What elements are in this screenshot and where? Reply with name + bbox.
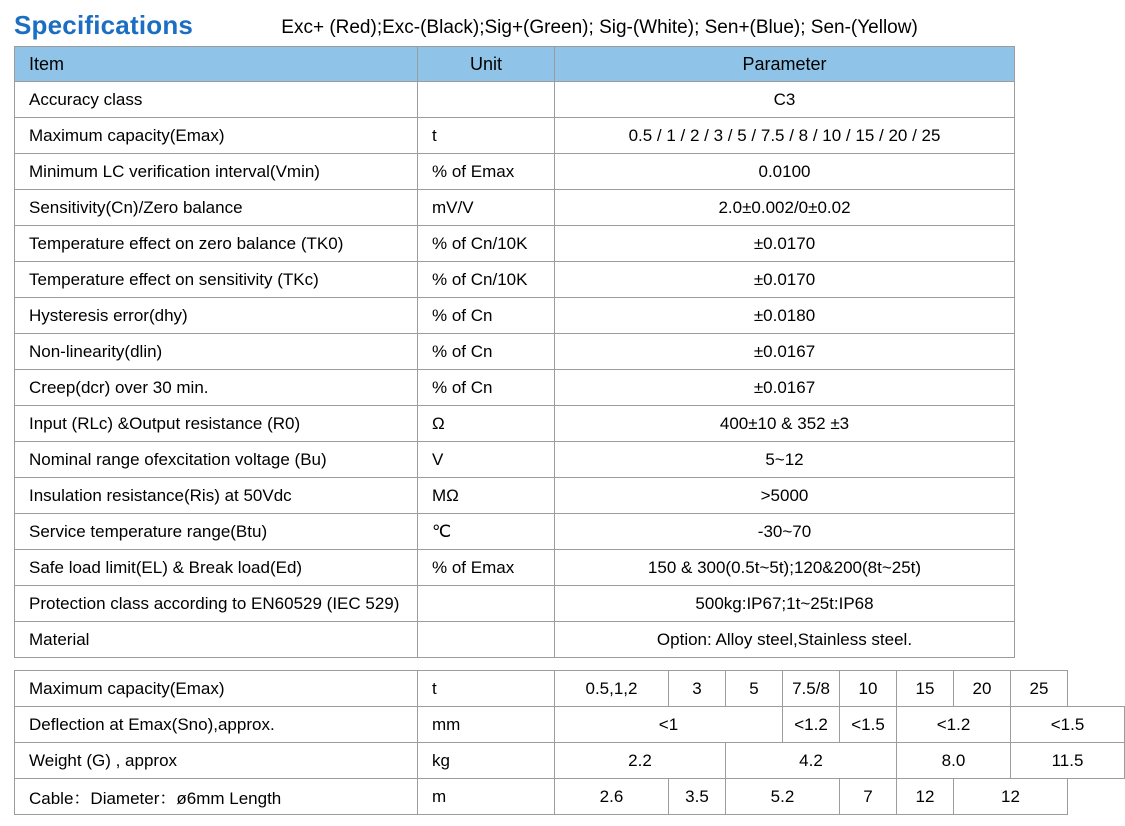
capacity-unit-value: kg <box>418 743 555 779</box>
table-row <box>15 190 1015 226</box>
table-row <box>15 298 1015 334</box>
spec-parameter-value: >5000 <box>555 478 1015 514</box>
capacity-item-label: Cable：Diameter：ø6mm Length <box>15 779 418 815</box>
spec-parameter-value: ±0.0180 <box>555 298 1015 334</box>
spec-parameter-value: 150 & 300(0.5t~5t);120&200(8t~25t) <box>555 550 1015 586</box>
capacity-data-cell: 20 <box>954 671 1011 707</box>
column-header-parameter: Parameter <box>555 47 1015 82</box>
spec-parameter-value: Option: Alloy steel,Stainless steel. <box>555 622 1015 658</box>
capacity-data-cell: <1 <box>555 707 783 743</box>
capacity-data-cell: 3.5 <box>669 779 726 815</box>
table-row <box>15 550 1015 586</box>
spec-unit-value: t <box>418 118 555 154</box>
spec-item-label: Sensitivity(Cn)/Zero balance <box>15 190 418 226</box>
capacity-unit-value: m <box>418 779 555 815</box>
spec-unit-value: % of Cn/10K <box>418 262 555 298</box>
table-row <box>15 442 1015 478</box>
table-row <box>15 406 1015 442</box>
spec-parameter-value: -30~70 <box>555 514 1015 550</box>
spec-item-label: Safe load limit(EL) & Break load(Ed) <box>15 550 418 586</box>
spec-parameter-value: ±0.0170 <box>555 262 1015 298</box>
spec-unit-value <box>418 622 555 658</box>
capacity-data-cell: <1.5 <box>840 707 897 743</box>
table-row <box>15 370 1015 406</box>
spec-unit-value: mV/V <box>418 190 555 226</box>
table-row <box>15 478 1015 514</box>
spec-parameter-value: ±0.0167 <box>555 334 1015 370</box>
spec-item-label: Maximum capacity(Emax) <box>15 118 418 154</box>
spec-item-label: Non-linearity(dlin) <box>15 334 418 370</box>
capacity-data-cell: 25 <box>1011 671 1068 707</box>
spec-parameter-value: 500kg:IP67;1t~25t:IP68 <box>555 586 1015 622</box>
capacity-data-cell: 12 <box>897 779 954 815</box>
table-row <box>15 334 1015 370</box>
specifications-table <box>14 46 1015 658</box>
capacity-table-wrapper <box>14 670 1085 815</box>
capacity-table-body <box>15 671 1125 815</box>
capacity-table <box>14 670 1125 815</box>
specifications-table-body <box>15 82 1015 658</box>
capacity-data-cell: 7.5/8 <box>783 671 840 707</box>
table-row <box>15 622 1015 658</box>
spec-unit-value: % of Cn/10K <box>418 226 555 262</box>
page-title: Specifications <box>14 10 194 40</box>
spec-unit-value <box>418 82 555 118</box>
column-header-unit: Unit <box>418 47 555 82</box>
spec-unit-value: % of Cn <box>418 334 555 370</box>
spec-unit-value: Ω <box>418 406 555 442</box>
page-header <box>14 4 1016 42</box>
capacity-data-cell: 8.0 <box>897 743 1011 779</box>
table-row <box>15 514 1015 550</box>
spec-item-label: Protection class according to EN60529 (IEC 529) <box>15 586 418 622</box>
capacity-data-cell: <1.2 <box>783 707 840 743</box>
table-row <box>15 262 1015 298</box>
capacity-data-cell: 12 <box>954 779 1068 815</box>
wire-color-legend: Exc+ (Red);Exc-(Black);Sig+(Green); Sig-(White); Sen+(Blue); Sen-(Yellow) <box>281 17 918 38</box>
capacity-data-cell: 3 <box>669 671 726 707</box>
spec-item-label: Temperature effect on zero balance (TK0) <box>15 226 418 262</box>
table-row <box>15 154 1015 190</box>
spec-item-label: Accuracy class <box>15 82 418 118</box>
spec-unit-value: % of Emax <box>418 154 555 190</box>
spec-unit-value: ℃ <box>418 514 555 550</box>
spec-item-label: Material <box>15 622 418 658</box>
spec-unit-value: % of Cn <box>418 370 555 406</box>
capacity-data-cell: <1.5 <box>1011 707 1125 743</box>
capacity-data-cell: 11.5 <box>1011 743 1125 779</box>
spec-unit-value: V <box>418 442 555 478</box>
capacity-data-cell: 5.2 <box>726 779 840 815</box>
spec-parameter-value: C3 <box>555 82 1015 118</box>
column-header-item: Item <box>15 47 418 82</box>
spec-item-label: Creep(dcr) over 30 min. <box>15 370 418 406</box>
capacity-item-label: Weight (G) , approx <box>15 743 418 779</box>
spec-parameter-value: ±0.0167 <box>555 370 1015 406</box>
capacity-item-label: Maximum capacity(Emax) <box>15 671 418 707</box>
spec-item-label: Hysteresis error(dhy) <box>15 298 418 334</box>
capacity-unit-value: mm <box>418 707 555 743</box>
table-row <box>15 707 1125 743</box>
capacity-data-cell: 0.5,1,2 <box>555 671 669 707</box>
table-row <box>15 82 1015 118</box>
table-row <box>15 118 1015 154</box>
capacity-item-label: Deflection at Emax(Sno),approx. <box>15 707 418 743</box>
spec-unit-value: MΩ <box>418 478 555 514</box>
capacity-data-cell: 15 <box>897 671 954 707</box>
table-row <box>15 226 1015 262</box>
capacity-data-cell: 5 <box>726 671 783 707</box>
table-row <box>15 671 1125 707</box>
spec-item-label: Minimum LC verification interval(Vmin) <box>15 154 418 190</box>
capacity-data-cell: 4.2 <box>726 743 897 779</box>
spec-item-label: Temperature effect on sensitivity (TKc) <box>15 262 418 298</box>
spec-item-label: Service temperature range(Btu) <box>15 514 418 550</box>
spec-item-label: Nominal range ofexcitation voltage (Bu) <box>15 442 418 478</box>
capacity-data-cell: <1.2 <box>897 707 1011 743</box>
spec-parameter-value: 2.0±0.002/0±0.02 <box>555 190 1015 226</box>
spec-parameter-value: 400±10 & 352 ±3 <box>555 406 1015 442</box>
spec-item-label: Input (RLc) &Output resistance (R0) <box>15 406 418 442</box>
spec-parameter-value: ±0.0170 <box>555 226 1015 262</box>
capacity-data-cell: 2.6 <box>555 779 669 815</box>
capacity-data-cell: 2.2 <box>555 743 726 779</box>
table-header-row <box>15 47 1015 82</box>
capacity-unit-value: t <box>418 671 555 707</box>
table-row <box>15 586 1015 622</box>
spec-parameter-value: 0.5 / 1 / 2 / 3 / 5 / 7.5 / 8 / 10 / 15 / 20 / 25 <box>555 118 1015 154</box>
capacity-data-cell: 10 <box>840 671 897 707</box>
spec-unit-value <box>418 586 555 622</box>
spec-item-label: Insulation resistance(Ris) at 50Vdc <box>15 478 418 514</box>
capacity-data-cell: 7 <box>840 779 897 815</box>
table-row <box>15 779 1125 815</box>
spec-unit-value: % of Emax <box>418 550 555 586</box>
spec-unit-value: % of Cn <box>418 298 555 334</box>
spec-parameter-value: 0.0100 <box>555 154 1015 190</box>
table-row <box>15 743 1125 779</box>
spec-parameter-value: 5~12 <box>555 442 1015 478</box>
